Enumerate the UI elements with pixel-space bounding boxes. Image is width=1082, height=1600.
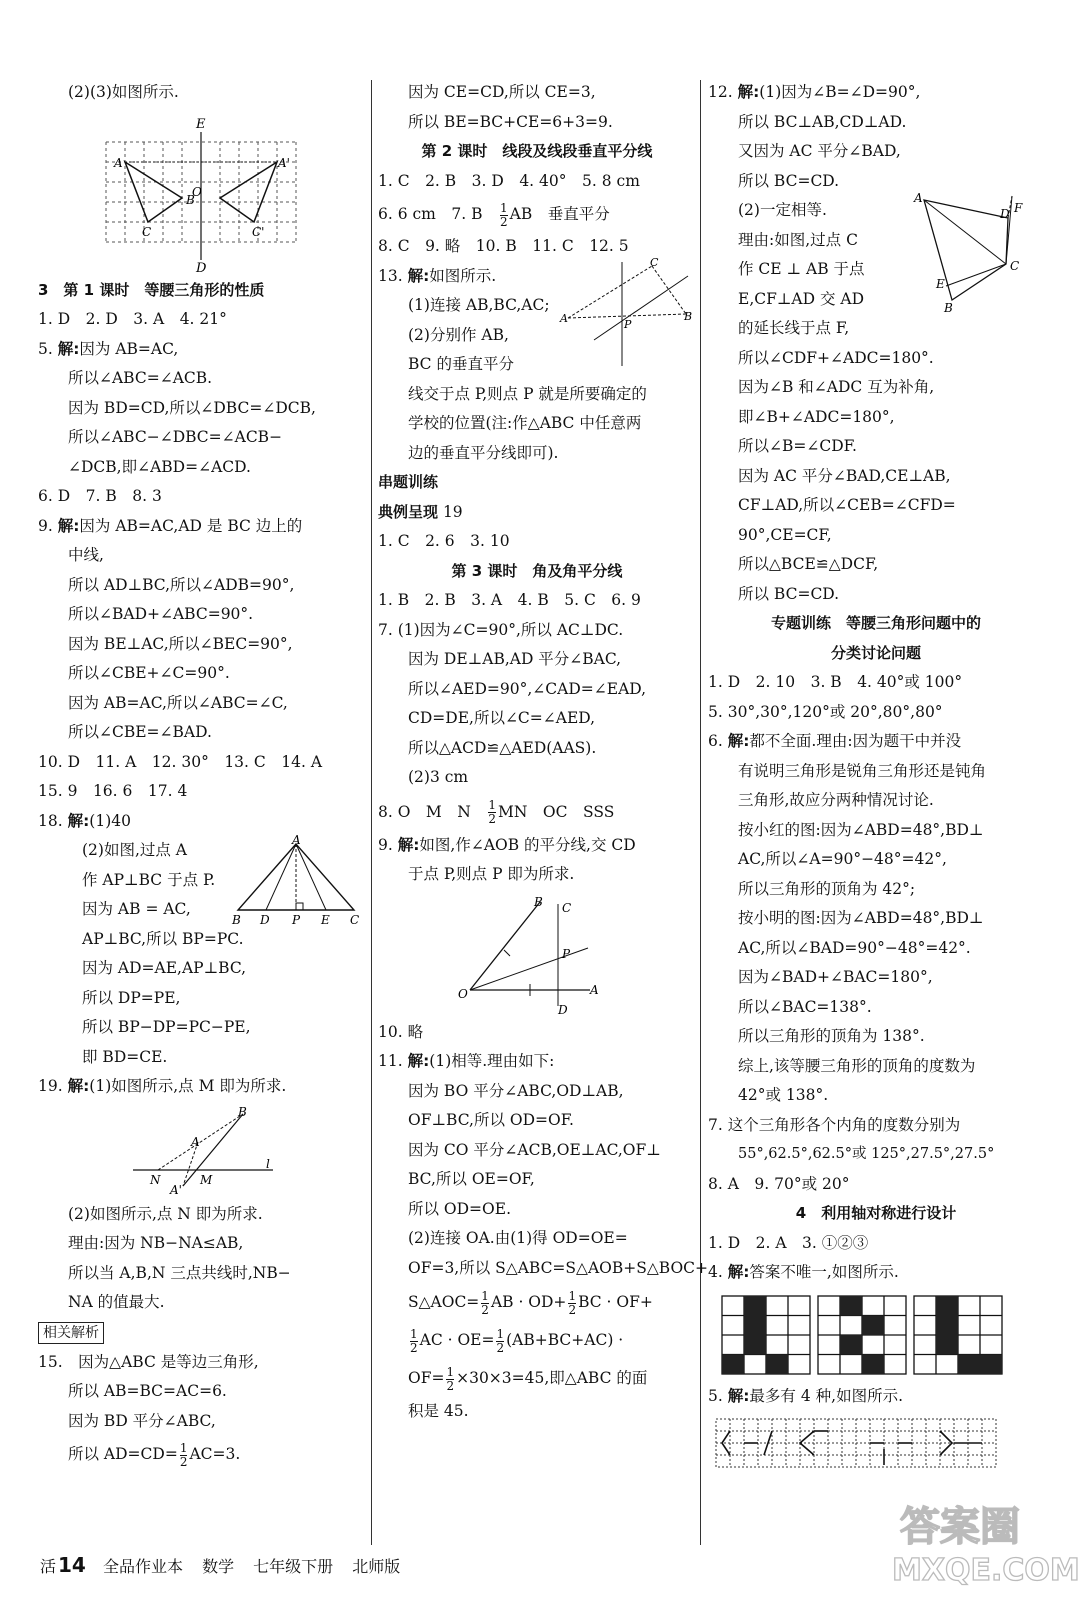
text-line: 即 BD=CE. (82, 1047, 168, 1066)
solution-label: 解: (57, 516, 80, 535)
text-line: 于点 P,则点 P 即为所求. (408, 865, 575, 883)
label-A: A (590, 982, 599, 997)
text-line: 所以 AB=BC=AC=6. (68, 1382, 227, 1400)
text-line: AC,所以∠A=90°−48°=42°, (738, 850, 947, 868)
label-D: D (196, 260, 207, 276)
label-A: A (560, 311, 568, 325)
text-line: 所以 BE=BC+CE=6+3=9. (408, 112, 613, 131)
page-prefix: 活 (40, 1557, 57, 1576)
label-C: C (562, 900, 572, 915)
text-line: 因为 BE⊥AC,所以∠BEC=90°, (68, 634, 293, 653)
text-line: 因为 AB=AC, (79, 339, 179, 358)
text-line: 10. D 11. A 12. 30° 13. C 14. A (38, 752, 323, 771)
text-line: 5. (38, 339, 58, 358)
quadrilateral-figure (908, 188, 1038, 318)
label-C: C (1010, 259, 1020, 273)
text-line: 15. 9 16. 6 17. 4 (38, 782, 188, 800)
label-C: C (650, 255, 659, 269)
fraction (481, 1290, 489, 1317)
text-line: (2)如图,过点 A (82, 841, 188, 859)
text-line: 所以∠CBE+∠C=90°. (68, 664, 230, 682)
text-line: 所以 BC=CD. (738, 584, 840, 603)
label-l: l (266, 1156, 270, 1171)
fraction (180, 1442, 188, 1469)
text-line: 即∠B+∠ADC=180°, (738, 407, 895, 426)
fraction-denominator: 2 (410, 1340, 418, 1355)
text-line: 有说明三角形是锐角三角形还是钝角 (738, 761, 987, 780)
column-3 (708, 78, 1044, 1475)
text-line: 因为 AB=AC,AD 是 BC 边上的 (79, 516, 303, 535)
text-line: 理由:因为 NB−NA≤AB, (68, 1234, 244, 1252)
label-C-prime: C' (252, 224, 265, 239)
text-line: OF= (408, 1369, 445, 1387)
text-line: (2)一定相等. (738, 201, 827, 219)
label-F: F (1014, 201, 1023, 215)
text-line: 42°或 138°. (738, 1086, 829, 1104)
text-line: 所以∠CDF+∠ADC=180°. (738, 348, 934, 367)
text-line: 因为∠B 和∠ADC 互为补角, (738, 378, 935, 396)
column-1 (38, 78, 368, 1472)
page-footer (40, 1553, 414, 1577)
fraction-denominator: 2 (446, 1378, 455, 1393)
grid-figure (38, 112, 358, 276)
text-line: 5. (708, 1386, 728, 1405)
label-M: M (200, 1172, 213, 1187)
text-line: 线交于点 P,则点 P 就是所要确定的 (408, 384, 647, 403)
solution-label: 解: (397, 835, 420, 854)
solution-label: 解: (727, 732, 750, 750)
text-line: BC,所以 OE=OF, (408, 1170, 535, 1188)
label-P: P (292, 913, 301, 927)
triangle-figure-18 (230, 833, 365, 927)
fraction (446, 1366, 454, 1393)
text-line: AP⊥BC,所以 BP=PC. (82, 929, 244, 948)
section-heading: 分类讨论问题 (830, 643, 921, 662)
fraction-numerator: 1 (496, 1326, 505, 1341)
text-line: (2)分别作 AB, (408, 325, 509, 344)
fraction-denominator: 2 (179, 1454, 188, 1469)
text-line: 5. 30°,30°,120°或 20°,80°,80° (708, 702, 943, 721)
text-line: 所以当 A,B,N 三点共线时,NB− (68, 1263, 291, 1282)
text-line: 所以∠ABC−∠DBC=∠ACB− (68, 428, 283, 446)
label-O: O (192, 184, 202, 199)
text-line: 所以 BC=CD. (738, 171, 840, 190)
edition: 北师版 (352, 1557, 401, 1576)
label-A: A (114, 155, 123, 170)
text-line: (1)因为∠B=∠D=90°, (759, 83, 921, 101)
text-line: 4. (708, 1263, 728, 1281)
fraction-numerator: 1 (446, 1364, 455, 1379)
solution-label: 解: (407, 1052, 430, 1070)
label-B: B (534, 894, 543, 909)
label-N: N (150, 1172, 161, 1187)
text-line: 所以 BP−DP=PC−PE, (82, 1018, 251, 1036)
text-line: (2)3 cm (408, 768, 469, 786)
text-line: 所以 AD=CD= (68, 1445, 178, 1463)
text-line: ∠DCB,即∠ABD=∠ACD. (68, 457, 251, 476)
text-line: ×30×3=45,即△ABC 的面 (456, 1369, 648, 1387)
text-line: 所以△BCE≌△DCF, (738, 555, 879, 573)
text-line: 6. (708, 732, 728, 750)
text-line: (2)(3)如图所示. (68, 83, 179, 101)
section-heading: 专题训练 等腰三角形问题中的 (770, 614, 981, 632)
text-line: MN OC SSS (498, 802, 615, 821)
line-figure-19 (38, 1106, 358, 1196)
label-E: E (196, 116, 206, 132)
solution-label: 解: (737, 83, 760, 101)
text-line: 如图所示. (429, 266, 497, 285)
text-line: 因为 CE=CD,所以 CE=3, (408, 83, 596, 101)
text-line: 8. A 9. 70°或 20° (708, 1174, 850, 1193)
label-D: D (1000, 207, 1010, 221)
text-line: 所以∠BAD+∠ABC=90°. (68, 605, 254, 623)
text-line: 55°,62.5°,62.5°或 125°,27.5°,27.5° (738, 1146, 995, 1162)
text-line: 所以 DP=PE, (82, 988, 181, 1007)
text-line: 18. (38, 811, 68, 830)
text-line: 所以∠B=∠CDF. (738, 437, 857, 455)
text-line: 如图,作∠AOB 的平分线,交 CD (419, 835, 636, 854)
angle-bisector-figure (378, 894, 696, 1017)
grade: 七年级下册 (253, 1557, 334, 1576)
text-line: OF=3,所以 S△ABC=S△AOB+S△BOC+ (408, 1258, 709, 1277)
label-B: B (238, 1104, 247, 1119)
text-line: 所以∠AED=90°,∠CAD=∠EAD, (408, 679, 647, 698)
text-line: 因为 CO 平分∠ACB,OE⊥AC,OF⊥ (408, 1140, 661, 1159)
label-C: C (350, 913, 360, 927)
solution-label: 解: (57, 339, 80, 358)
text-line: 积是 45. (408, 1402, 469, 1420)
solution-label: 解: (407, 266, 430, 285)
label-B: B (944, 301, 953, 315)
text-line: 所以∠BAC=138°. (738, 997, 872, 1016)
text-line: 因为 BD 平分∠ABC, (68, 1411, 216, 1430)
fraction-numerator: 1 (410, 1326, 418, 1341)
label-D: D (558, 1002, 568, 1017)
label-P: P (624, 317, 632, 331)
label-C: C (142, 224, 152, 239)
text-line: 10. 略 (378, 1022, 424, 1041)
text-line: 按小明的图:因为∠ABD=48°,BD⊥ (738, 909, 984, 927)
solution-label: 解: (67, 1077, 90, 1095)
text-line: 最多有 4 种,如图所示. (749, 1386, 903, 1405)
text-line: 作 AP⊥BC 于点 P. (82, 870, 216, 889)
text-line: 理由:如图,过点 C (738, 230, 858, 249)
text-line: 1. D 2. A 3. ①②③ (708, 1233, 869, 1252)
text-line: 1. C 2. B 3. D 4. 40° 5. 8 cm (378, 171, 640, 190)
label-P: P (562, 946, 571, 961)
text-line: (1)40 (89, 811, 131, 830)
text-line: 都不全面.理由:因为题干中并没 (749, 732, 962, 750)
text-line: (1)相等.理由如下: (429, 1052, 555, 1070)
fraction-denominator: 2 (568, 1302, 577, 1317)
text-line: (1)连接 AB,BC,AC; (408, 296, 550, 314)
text-line: 因为 AD=AE,AP⊥BC, (82, 959, 247, 977)
text-line: 所以三角形的顶角为 42°; (738, 879, 916, 898)
label-B: B (232, 913, 241, 927)
text-line: 13. (378, 266, 408, 285)
text-line: 19. (38, 1077, 68, 1095)
solution-label: 解: (727, 1386, 750, 1405)
text-line: 所以 AD⊥BC,所以∠ADB=90°, (68, 575, 295, 594)
section-heading: 第 2 课时 线段及线段垂直平分线 (421, 142, 653, 160)
fraction-numerator: 1 (488, 798, 496, 812)
text-line: 作 CE ⊥ AB 于点 (738, 260, 865, 278)
text-line: S△AOC= (408, 1293, 480, 1311)
text-line: 因为 DE⊥AB,AD 平分∠BAC, (408, 650, 622, 668)
text-line: BC · OF+ (578, 1293, 653, 1311)
text-line: 1. C 2. 6 3. 10 (378, 532, 510, 550)
fraction-denominator: 2 (500, 214, 508, 229)
text-line: CF⊥AD,所以∠CEB=∠CFD= (738, 496, 956, 514)
fraction-numerator: 1 (500, 200, 508, 215)
text-line: 因为 AB = AC, (82, 900, 191, 918)
column-divider (700, 80, 701, 1545)
column-divider (371, 80, 372, 1545)
fraction-denominator: 2 (496, 1340, 505, 1355)
solution-label: 解: (67, 811, 90, 830)
text-line: AC=3. (189, 1445, 241, 1463)
text-line: 11. (378, 1052, 408, 1070)
text-line: 因为 AB=AC,所以∠ABC=∠C, (68, 693, 288, 712)
text-line: 因为 BD=CD,所以∠DBC=∠DCB, (68, 398, 316, 417)
text-line: 的延长线于点 F, (738, 319, 850, 337)
text-line: BC 的垂直平分 (408, 355, 514, 373)
text-line: 所以 OD=OE. (408, 1199, 511, 1218)
text-line: 1. B 2. B 3. A 4. B 5. C 6. 9 (378, 591, 641, 609)
text-line: 15. 因为△ABC 是等边三角形, (38, 1352, 259, 1371)
label-A: A (191, 1134, 200, 1149)
label-A: A (914, 191, 923, 205)
label-E: E (321, 913, 330, 927)
text-line: 所以∠CBE=∠BAD. (68, 723, 212, 741)
solution-label: 解: (727, 1263, 750, 1281)
text-line: 中线, (68, 546, 104, 564)
text-line: AB 垂直平分 (509, 205, 610, 223)
text-line: CD=DE,所以∠C=∠AED, (408, 709, 596, 727)
column-2 (378, 78, 709, 1427)
text-line: AB · OD+ (490, 1293, 567, 1311)
dotted-grid-designs (708, 1415, 1008, 1471)
text-line: (AB+BC+AC) · (506, 1331, 624, 1349)
text-line: 1. D 2. 10 3. B 4. 40°或 100° (708, 673, 963, 691)
section-heading: 第 3 课时 角及角平分线 (451, 561, 623, 580)
label-B: B (684, 309, 693, 323)
fraction (410, 1328, 418, 1355)
label-E: E (936, 277, 945, 291)
text-line: 边的垂直平分线即可). (408, 443, 559, 462)
watermark-line2: MXQE.COM (892, 1553, 1080, 1588)
text-line: 1. D 2. D 3. A 4. 21° (38, 310, 227, 328)
text-line: 所以∠ABC=∠ACB. (68, 369, 213, 387)
text-line: 学校的位置(注:作△ABC 中任意两 (408, 414, 642, 432)
subject: 数学 (202, 1557, 235, 1576)
text-line: 因为 BO 平分∠ABC,OD⊥AB, (408, 1081, 624, 1100)
perpendicular-bisector-figure (558, 255, 693, 373)
text-line: 所以三角形的顶角为 138°. (738, 1027, 925, 1045)
fraction-numerator: 1 (481, 1288, 489, 1303)
label-A-prime: A' (278, 155, 290, 170)
watermark-logo (870, 1490, 1080, 1590)
text-line: 因为∠BAD+∠BAC=180°, (738, 968, 933, 986)
page-number: 14 (58, 1553, 86, 1577)
text-line: 12. (708, 83, 738, 101)
label-O: O (458, 986, 468, 1001)
section-heading: 串题训练 (378, 473, 439, 491)
text-line: 90°,CE=CF, (738, 525, 832, 544)
label-A-prime: A' (170, 1182, 182, 1197)
text-line: (2)如图所示,点 N 即为所求. (68, 1204, 263, 1223)
text-line: 综上,该等腰三角形的顶角的度数为 (738, 1056, 976, 1075)
text-line: 6. 6 cm 7. B (378, 205, 498, 223)
text-line: 7. (1)因为∠C=90°,所以 AC⊥DC. (378, 620, 624, 639)
fraction-numerator: 1 (179, 1440, 188, 1455)
text-line: 又因为 AC 平分∠BAD, (738, 142, 901, 160)
text-line: AC · OE= (419, 1331, 495, 1349)
watermark-line1: 答案圈 (900, 1504, 1020, 1550)
related-analysis-tag: 相关解析 (38, 1322, 104, 1344)
fraction (488, 799, 496, 826)
label-D: D (260, 913, 270, 927)
text-line: (2)连接 OA.由(1)得 OD=OE= (408, 1229, 628, 1247)
text-line: 8. C 9. 略 10. B 11. C 12. 5 (378, 237, 629, 255)
text-line: 9. (378, 835, 398, 854)
text-line: 8. O M N (378, 802, 487, 821)
section-heading: 3 第 1 课时 等腰三角形的性质 (38, 280, 265, 299)
text-line: 9. (38, 516, 58, 535)
text-line: 所以 BC⊥AB,CD⊥AD. (738, 112, 907, 131)
text-line: 三角形,故应分两种情况讨论. (738, 791, 934, 809)
fraction-numerator: 1 (568, 1288, 577, 1303)
fraction-denominator: 2 (481, 1302, 489, 1317)
text-line: 因为 AC 平分∠BAD,CE⊥AB, (738, 466, 951, 485)
text-line: NA 的值最大. (68, 1293, 165, 1311)
text-line: AC,所以∠BAD=90°−48°=42°. (738, 938, 971, 957)
fraction (500, 202, 508, 229)
symmetric-grid-designs (708, 1292, 1008, 1378)
book-title: 全品作业本 (102, 1557, 183, 1576)
text-line: OF⊥BC,所以 OD=OF. (408, 1111, 574, 1129)
fraction (568, 1290, 576, 1317)
text-line: 按小红的图:因为∠ABD=48°,BD⊥ (738, 820, 984, 839)
text-line: 所以△ACD≌△AED(AAS). (408, 738, 597, 757)
text-line: E,CF⊥AD 交 AD (738, 289, 865, 308)
text-line: 7. 这个三角形各个内角的度数分别为 (708, 1115, 961, 1134)
label-B: B (186, 192, 195, 207)
fraction-denominator: 2 (488, 812, 496, 826)
label: 典例呈现 (378, 502, 439, 521)
text-line: 6. D 7. B 8. 3 (38, 487, 162, 505)
fraction (496, 1328, 504, 1355)
label-A: A (292, 833, 301, 847)
section-heading: 4 利用轴对称进行设计 (795, 1204, 957, 1222)
text-line: 19 (438, 502, 463, 521)
text-line: (1)如图所示,点 M 即为所求. (89, 1077, 287, 1095)
text-line: 答案不唯一,如图所示. (749, 1263, 899, 1281)
